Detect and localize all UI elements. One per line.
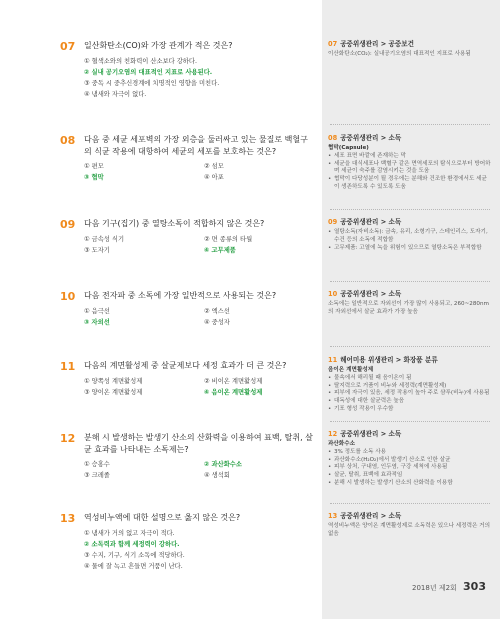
option: ① 음극선 xyxy=(84,308,110,315)
explanation-body xyxy=(328,301,492,317)
question-text: 일산화탄소(CO)와 가장 관계가 적은 것은? xyxy=(84,41,233,50)
explanation-body xyxy=(328,145,492,192)
explanation-subtitle: 음이온 계면활성제 xyxy=(328,367,374,373)
option: ④ 중성자 xyxy=(204,319,230,326)
explanation-text: 이산화탄소(CO₂): 실내공기오염의 대표적인 지표로 사용됨 xyxy=(328,51,471,57)
option: ④ 생석회 xyxy=(204,472,230,479)
explanation-number: 07 xyxy=(328,40,338,48)
question-header xyxy=(60,40,315,53)
explanation-bullet: • 분해 시 발생하는 발생기 산소의 산화력을 이용함 xyxy=(328,480,492,488)
explanation-header xyxy=(328,40,492,49)
explanation-bullets xyxy=(328,229,492,252)
correct-option: ③ 협막 xyxy=(84,174,104,181)
correct-option: ② 소독력과 함께 세정력이 강하다. xyxy=(84,541,180,548)
explanation-07 xyxy=(328,40,492,59)
option-list xyxy=(84,376,315,398)
option: ② 비이온 계면활성제 xyxy=(204,378,263,385)
question-header xyxy=(60,432,315,456)
explanation-body xyxy=(328,441,492,488)
option: ① 금속성 식기 xyxy=(84,236,125,243)
question-13 xyxy=(60,512,315,572)
option-list xyxy=(84,306,315,328)
option: ② 섬모 xyxy=(204,163,224,170)
explanation-body xyxy=(328,229,492,252)
correct-option: ③ 자외선 xyxy=(84,319,110,326)
option: ④ 냄새와 자극이 없다. xyxy=(84,91,147,98)
question-number: 12 xyxy=(60,432,76,445)
explanation-10 xyxy=(328,290,492,317)
explanation-bullets xyxy=(328,449,492,488)
explanation-09 xyxy=(328,218,492,252)
correct-option: ② 실내 공기오염의 대표적인 지표로 사용된다. xyxy=(84,69,213,76)
explanation-number: 11 xyxy=(328,356,338,364)
option-list xyxy=(84,161,315,183)
option: ③ 수지, 기구, 식기 소독에 적당하다. xyxy=(84,552,185,559)
explanation-subtitle: 과산화수소 xyxy=(328,441,356,447)
question-number: 08 xyxy=(60,134,76,147)
option: ① 승홍수 xyxy=(84,461,110,468)
explanation-number: 09 xyxy=(328,218,338,226)
explanation-category: 공중위생관리 > 소독 xyxy=(340,430,402,438)
explanation-11 xyxy=(328,356,492,414)
option-list xyxy=(84,56,315,100)
explanation-category: 공중위생관리 > 소독 xyxy=(340,290,402,298)
explanation-13 xyxy=(328,512,492,539)
question-text: 다음 중 세균 세포벽의 가장 외층을 둘러싸고 있는 물질로 백혈구의 식균 작용에 대항하여 세균의 세포를 보호하는 것은? xyxy=(84,135,308,156)
explanation-category: 공중위생관리 > 공중보건 xyxy=(340,40,414,48)
explanation-body xyxy=(328,367,492,414)
explanation-body xyxy=(328,51,492,59)
question-08 xyxy=(60,134,315,183)
section-divider xyxy=(330,124,490,125)
explanation-body xyxy=(328,523,492,539)
explanation-bullet: • 3% 정도를 소독 사용 xyxy=(328,449,492,457)
correct-option: ④ 음이온 계면활성제 xyxy=(204,389,263,396)
explanation-header xyxy=(328,218,492,227)
explanation-header xyxy=(328,134,492,143)
explanation-category: 헤어미용 위생관리 > 화장품 분류 xyxy=(340,356,438,364)
section-divider xyxy=(330,421,490,422)
explanation-bullet: • 고무제품: 고열에 녹을 위험이 있으므로 열탕소독은 부적합함 xyxy=(328,245,492,253)
question-11 xyxy=(60,360,315,398)
explanation-bullet: • 피부에 자극이 있음, 세정 작용이 높아 주로 샴푸(비누)에 사용됨 xyxy=(328,390,492,398)
question-12 xyxy=(60,432,315,481)
section-divider xyxy=(330,209,490,210)
section-divider xyxy=(330,281,490,282)
explanation-bullet: • 살균, 탈취, 표백에 효과적임 xyxy=(328,472,492,480)
option: ③ 양이온 계면활성제 xyxy=(84,389,143,396)
question-number: 11 xyxy=(60,360,76,373)
option: ② 엑스선 xyxy=(204,308,230,315)
explanation-bullet: • 협막이 다당성분이 될 경우에는 분해와 건조한 환경에서도 세균이 생존하도록 수 있도록 도움 xyxy=(328,176,492,192)
section-divider xyxy=(330,503,490,504)
explanation-category: 공중위생관리 > 소독 xyxy=(340,218,402,226)
explanation-header xyxy=(328,430,492,439)
explanation-header xyxy=(328,356,492,365)
question-header xyxy=(60,360,315,373)
explanation-bullet: • 탈지력으로 거품이 비누와 세정력(계면활성제) xyxy=(328,383,492,391)
explanation-bullet: • 세균을 대식세포나 백혈구 같은 면역세포의 탐식으로부터 방어하며 세균이 숙주를 감염시키는 것을 도움 xyxy=(328,161,492,177)
option: ③ 중독 시 중추신경계에 치명적인 영향을 미친다. xyxy=(84,80,220,87)
explanation-header xyxy=(328,512,492,521)
option: ① 냄새가 거의 없고 자극이 적다. xyxy=(84,530,175,537)
correct-option: ④ 고무제품 xyxy=(204,247,236,254)
option: ① 혈색소와의 친화력이 산소보다 강하다. xyxy=(84,58,197,65)
question-09 xyxy=(60,218,315,256)
explanation-text: 소독에는 일반적으로 자외선이 가장 많이 사용되고, 260~280nm의 자외선에서 살균 효과가 가장 높음 xyxy=(328,301,489,315)
question-header xyxy=(60,218,315,231)
question-text: 다음 전자파 중 소독에 가장 일반적으로 사용되는 것은? xyxy=(84,291,277,300)
page-number: 303 xyxy=(463,580,486,593)
explanation-category: 공중위생관리 > 소독 xyxy=(340,134,402,142)
explanation-bullet: • 대독성에 대한 살균력은 높음 xyxy=(328,398,492,406)
explanation-bullets xyxy=(328,375,492,414)
question-number: 09 xyxy=(60,218,76,231)
option: ① 편모 xyxy=(84,163,104,170)
correct-option: ② 과산화수소 xyxy=(204,461,242,468)
explanation-bullet: • 피부 상처, 구내염, 인두염, 구강 세척에 사용됨 xyxy=(328,464,492,472)
option-list xyxy=(84,234,315,256)
question-10 xyxy=(60,290,315,328)
question-text: 역성비누액에 대한 설명으로 옳지 않은 것은? xyxy=(84,513,241,522)
option: ③ 크레졸 xyxy=(84,472,110,479)
question-number: 10 xyxy=(60,290,76,303)
explanation-12 xyxy=(328,430,492,488)
option-list xyxy=(84,459,315,481)
section-divider xyxy=(330,346,490,347)
explanation-bullet: • 과산화수소(H₂O₂)에서 발생기 산소로 인한 살균 xyxy=(328,457,492,465)
edition-label: 2018년 제2회 xyxy=(412,584,457,592)
page-footer xyxy=(412,580,486,593)
question-number: 13 xyxy=(60,512,76,525)
explanation-category: 공중위생관리 > 소독 xyxy=(340,512,402,520)
explanation-number: 13 xyxy=(328,512,338,520)
explanation-08 xyxy=(328,134,492,192)
question-text: 다음의 계면활성제 중 살균제보다 세정 효과가 더 큰 것은? xyxy=(84,361,287,370)
explanation-text: 역성비누액은 양이온 계면활성제로 소독력은 있으나 세정력은 거의 없음 xyxy=(328,523,490,537)
question-text: 분해 시 발생하는 발생기 산소의 산화력을 이용하여 표백, 탈취, 살균 효과를 나타내는 소독제는? xyxy=(84,433,313,454)
question-number: 07 xyxy=(60,40,76,53)
explanation-number: 10 xyxy=(328,290,338,298)
explanation-bullet: • 열탕소독(자비소독): 금속, 유리, 소형기구, 스테인리스, 도자기, 수건 등의 소독에 적합함 xyxy=(328,229,492,245)
option-list xyxy=(84,528,315,572)
explanation-bullet: • 물속에서 해리될 때 음이온이 됨 xyxy=(328,375,492,383)
option: ① 양쪽성 계면활성제 xyxy=(84,378,143,385)
question-header xyxy=(60,512,315,525)
explanation-number: 12 xyxy=(328,430,338,438)
explanation-bullets xyxy=(328,153,492,192)
explanation-header xyxy=(328,290,492,299)
explanation-subtitle: 협막(Capsule) xyxy=(328,145,369,151)
explanation-bullet: • 기포 형성 작용이 우수함 xyxy=(328,406,492,414)
explanation-number: 08 xyxy=(328,134,338,142)
option: ③ 도자기 xyxy=(84,247,110,254)
option: ② 면 종류의 타월 xyxy=(204,236,253,243)
option: ④ 아포 xyxy=(204,174,224,181)
question-header xyxy=(60,134,315,158)
explanation-bullet: • 세포 표면 바깥에 존재하는 막 xyxy=(328,153,492,161)
question-text: 다음 기구(집기) 중 열탕소독이 적합하지 않은 것은? xyxy=(84,219,265,228)
question-07 xyxy=(60,40,315,100)
question-header xyxy=(60,290,315,303)
option: ④ 물에 잘 녹고 흔들면 거품이 난다. xyxy=(84,563,183,570)
